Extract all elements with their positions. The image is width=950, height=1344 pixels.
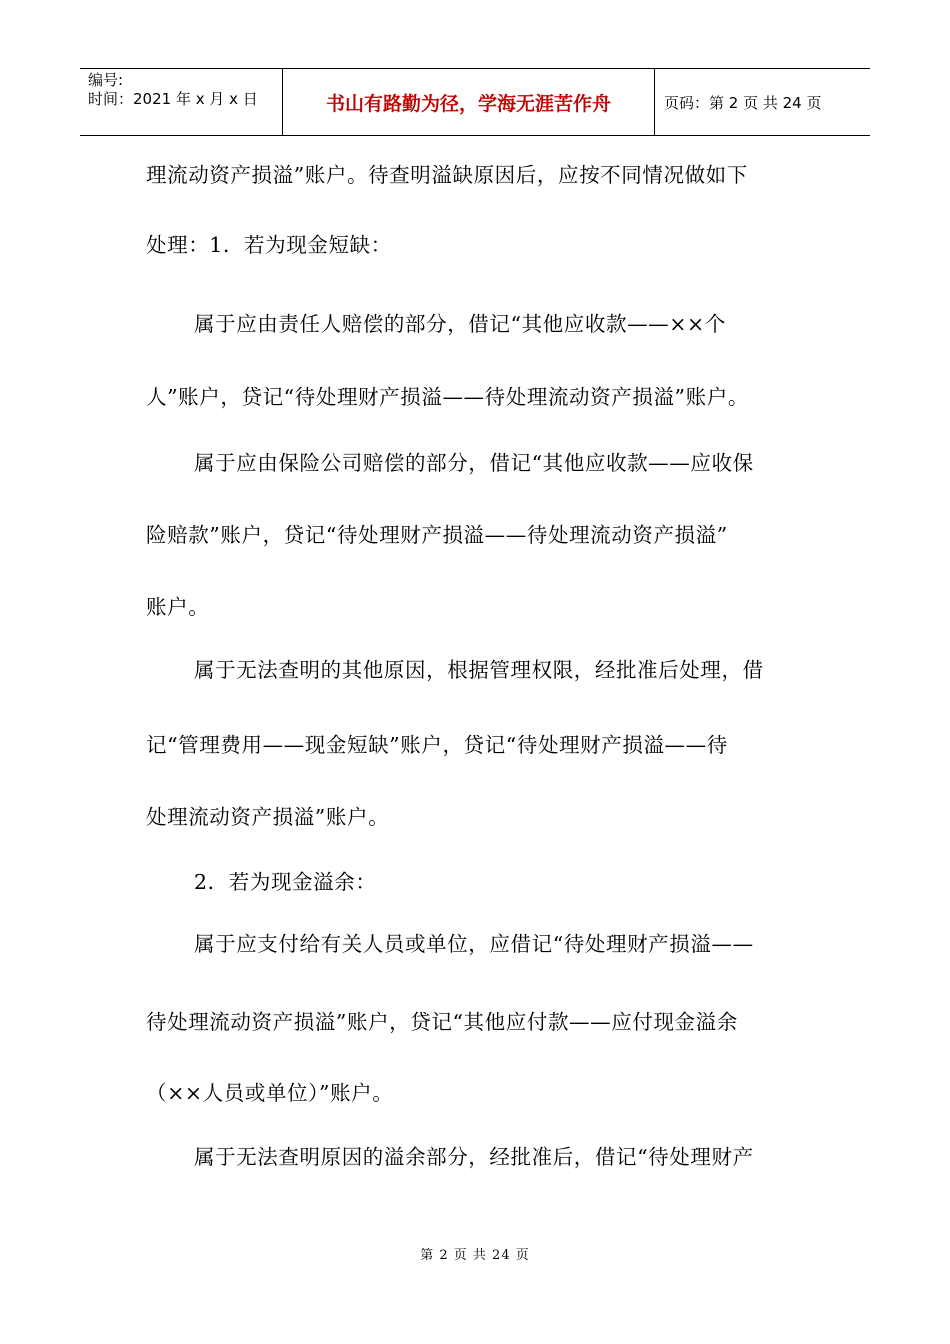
body-line: 险赔款”账户，贷记“待处理财产损溢——待处理流动资产损溢”	[146, 523, 728, 547]
time-label: 时间：2021 年 x 月 x 日	[88, 90, 258, 108]
header-motto: 书山有路勤为径，学海无涯苦作舟	[283, 69, 655, 135]
body-line: 记“管理费用——现金短缺”账户，贷记“待处理财产损溢——待	[146, 733, 728, 757]
page-footer: 第 2 页 共 24 页	[420, 1248, 530, 1263]
body-line: 属于应支付给有关人员或单位，应借记“待处理财产损溢——	[194, 932, 754, 956]
body-line: 处理：1．若为现金短缺：	[146, 233, 392, 257]
body-line: 2．若为现金溢余：	[194, 870, 377, 894]
body-line: 理流动资产损溢”账户。待查明溢缺原因后，应按不同情况做如下	[146, 163, 748, 187]
body-line: 属于无法查明的其他原因，根据管理权限，经批准后处理，借	[194, 658, 764, 682]
body-line: 属于无法查明原因的溢余部分，经批准后，借记“待处理财产	[194, 1145, 754, 1169]
body-line: 属于应由责任人赔偿的部分，借记“其他应收款——××个	[194, 312, 726, 336]
body-line: 属于应由保险公司赔偿的部分，借记“其他应收款——应收保	[194, 451, 754, 475]
body-line: （××人员或单位）”账户。	[146, 1081, 394, 1105]
body-line: 人”账户，贷记“待处理财产损溢——待处理流动资产损溢”账户。	[146, 385, 749, 409]
body-line: 账户。	[146, 595, 210, 619]
body-line: 处理流动资产损溢”账户。	[146, 805, 390, 829]
header-meta-cell	[80, 69, 283, 135]
document-header	[80, 68, 870, 136]
body-line: 待处理流动资产损溢”账户，贷记“其他应付款——应付现金溢余	[146, 1010, 738, 1034]
header-page-info: 页码：第 2 页 共 24 页	[664, 93, 822, 112]
number-label: 编号:	[88, 71, 124, 89]
